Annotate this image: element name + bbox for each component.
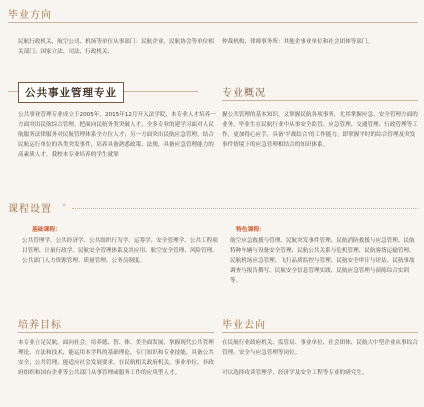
overview-divider: [222, 100, 418, 101]
destination-text-2: 可以选择攻读管理学、经济学及安全工程等专业的研究生。: [222, 370, 368, 376]
goals-divider: [18, 332, 214, 333]
destination-text: 在民航行业政府机关、监管局、事业单位、社会团体、民航大中型企业从事综合管理、安全与应急管理等岗位。: [222, 340, 418, 356]
special-courses-text: 航空应急救援与管理、民航突发事件管理、民航消防救援与应急管理、民航特种车辆与设备安全管理、民航公共关系与危机管理、民航客货运输管理、民航机场应急管理、飞行品质监控与管理、民航安全审计与评估、民航事故调查与报告撰写、民航安全信息管理实践、民航应急管理与演练综合实训等。: [230, 238, 415, 284]
courses-title: 课程设置: [8, 204, 52, 215]
basic-courses-label: 基础课程：: [32, 227, 61, 233]
major-right-text: 握公共管理的基本知识，又掌握民航各项事务，尤其掌握应急、安全管理方面的业务，毕业生在民航行业中从事安全监管、应急管理、交通管理、行政管理等工作，更加得心应手，具备'平战结合'的工作能力，即掌握平时的综合管理及突发事件情境下的应急管理相结合的知识体系。: [222, 112, 418, 148]
overview-title: 专业概况: [222, 88, 266, 99]
goals-text: 本专业立足民航，面向社会，培养德、智、体、美全面发展，掌握现代公共管理理论、方法和技术，能运用本学科的基础理论、专门知识和专业技能，具备公共安全、公共管理、能适应社会发展要求，在民航相关政府机关、事业单位、非政府组织和国有企业等公共部门从事管理或服务工作的应用型人才。: [18, 340, 214, 376]
major-left-text: 公共事业管理专业成立于2005年。2015年12月开入法学院，本专业人才培养一方面突出民航综合管理，把面向民航务类突破人才，全多专业的建学习面对人民航服务法律服务对民航管理体系全方位人才；另一方面突出民航应急管理，结合民航运行单位的各类突发事件，培养具备熟悉政策、法规，具备应急管理能力的高素质人才，我校本专业培养的学生就掌: [18, 112, 216, 158]
employment-divider: [8, 22, 418, 23]
destination-title: 毕业去向: [222, 320, 266, 331]
goals-title: 培养目标: [18, 320, 62, 331]
basic-courses-text: 公共管理学、公共经济学、公共组织行为学、运筹学、安全管理学、公共工程项目管理、计量行政学、民航安全管理体系及其应用、航空安全管理、风险管理、公共部门人力资源管理、质量管理、公务员制度。: [22, 238, 218, 264]
employment-right-text: 仲裁机构、律师事务所：其他企事业单位和社会团体等部门。: [222, 39, 374, 45]
employment-title: 毕业方向: [8, 10, 52, 21]
special-courses-label: 特色课程：: [236, 227, 265, 233]
chevron-decoration-icon: »: [62, 201, 67, 209]
destination-divider: [222, 332, 418, 333]
employment-left-text: 民航行政机关，航空公司、机场等单位从事部门：民航企业、民航协会等单位相关部门；国家立法、司法、行政机关；: [18, 39, 214, 55]
courses-dotted-divider: [72, 208, 418, 209]
major-title: 公共事业管理专业: [18, 82, 124, 103]
